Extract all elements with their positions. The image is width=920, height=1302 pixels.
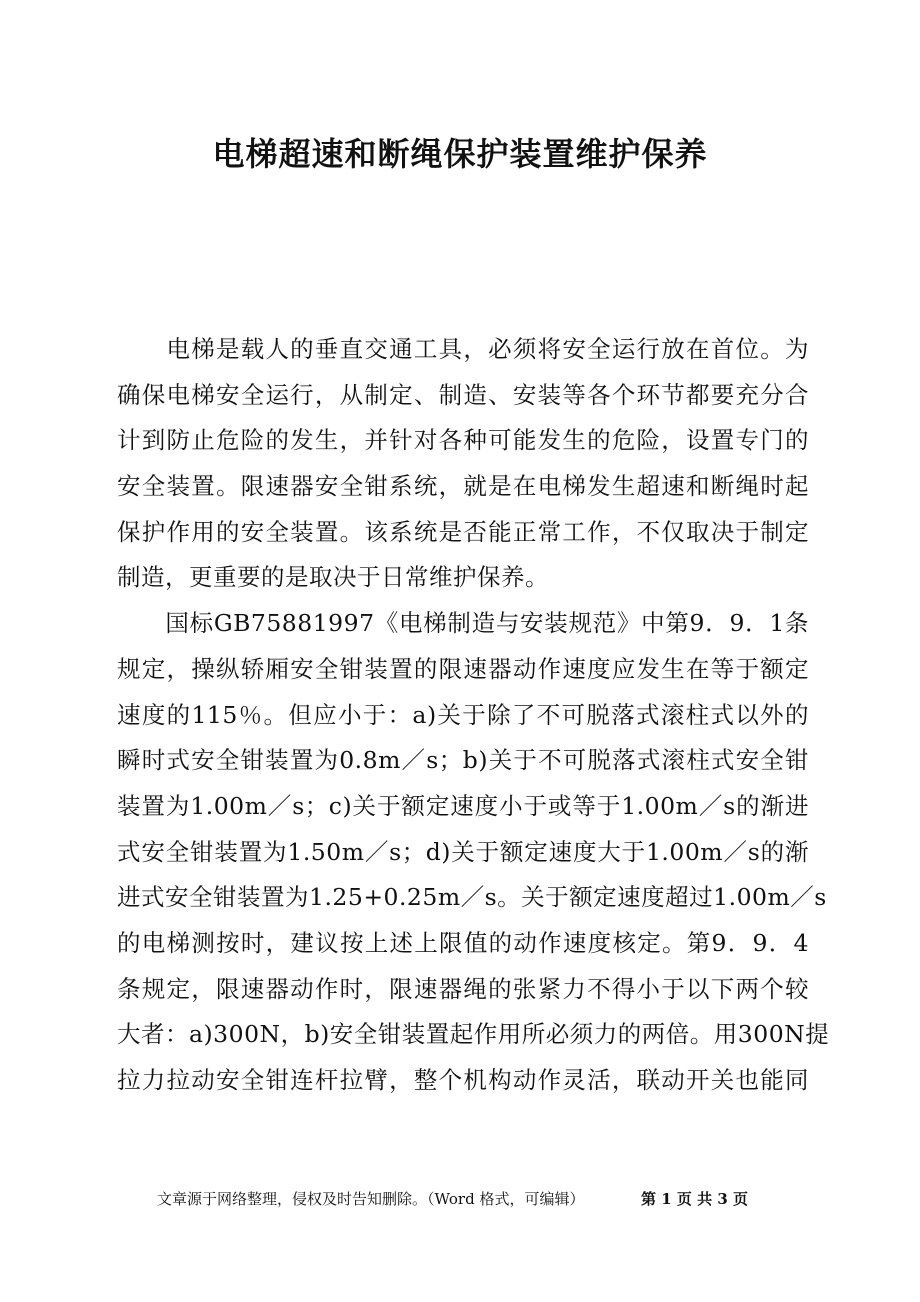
text-line: 式安全钳装置为1.50m／s；d)关于额定速度大于1.00m／s的渐 [117,837,809,866]
paragraph-2 [117,601,830,1104]
text-line: 计到防止危险的发生，并针对各种可能发生的危险，设置专门的 [117,426,809,455]
text-line: 保护作用的安全装置。该系统是否能正常工作，不仅取决于制定 [117,517,809,546]
text-line: 进式安全钳装置为1.25+0.25m／s。关于额定速度超过1.00m／s [117,883,827,912]
paragraph-1 [117,327,809,601]
page-number: 第 1 页 共 3 页 [641,1190,748,1208]
text-line: 确保电梯安全运行，从制定、制造、安装等各个环节都要充分合 [117,380,809,409]
text-line: 电梯是载人的垂直交通工具，必须将安全运行放在首位。为 [117,335,809,363]
text-line: 国标GB75881997《电梯制造与安装规范》中第9．9．1条 [117,609,809,638]
text-line: 规定，操纵轿厢安全钳装置的限速器动作速度应发生在等于额定 [117,654,809,683]
text-line: 装置为1.00m／s；c)关于额定速度小于或等于1.00m／s的渐进 [117,791,809,820]
text-line: 的电梯测按时，建议按上述上限值的动作速度核定。第9．9．4 [117,928,809,957]
text-line: 拉力拉动安全钳连杆拉臂，整个机构动作灵活，联动开关也能同 [117,1066,809,1094]
text-line: 条规定，限速器动作时，限速器绳的张紧力不得小于以下两个较 [117,974,809,1003]
text-line: 速度的115％。但应小于：a)关于除了不可脱落式滚柱式以外的 [117,700,809,729]
document-body [117,327,830,1104]
text-line: 瞬时式安全钳装置为0.8m／s；b)关于不可脱落式滚柱式安全钳 [117,746,809,775]
text-line: 制造，更重要的是取决于日常维护保养。 [117,563,549,592]
text-line: 大者：a)300N，b)安全钳装置起作用所必须力的两倍。用300N提 [117,1020,830,1049]
footer-note: 文章源于网络整理，侵权及时告知删除。（Word 格式，可编辑） [157,1190,585,1208]
text-line: 安全装置。限速器安全钳系统，就是在电梯发生超速和断绳时起 [117,472,809,501]
document-title: 电梯超速和断绳保护装置维护保养 [212,135,708,173]
